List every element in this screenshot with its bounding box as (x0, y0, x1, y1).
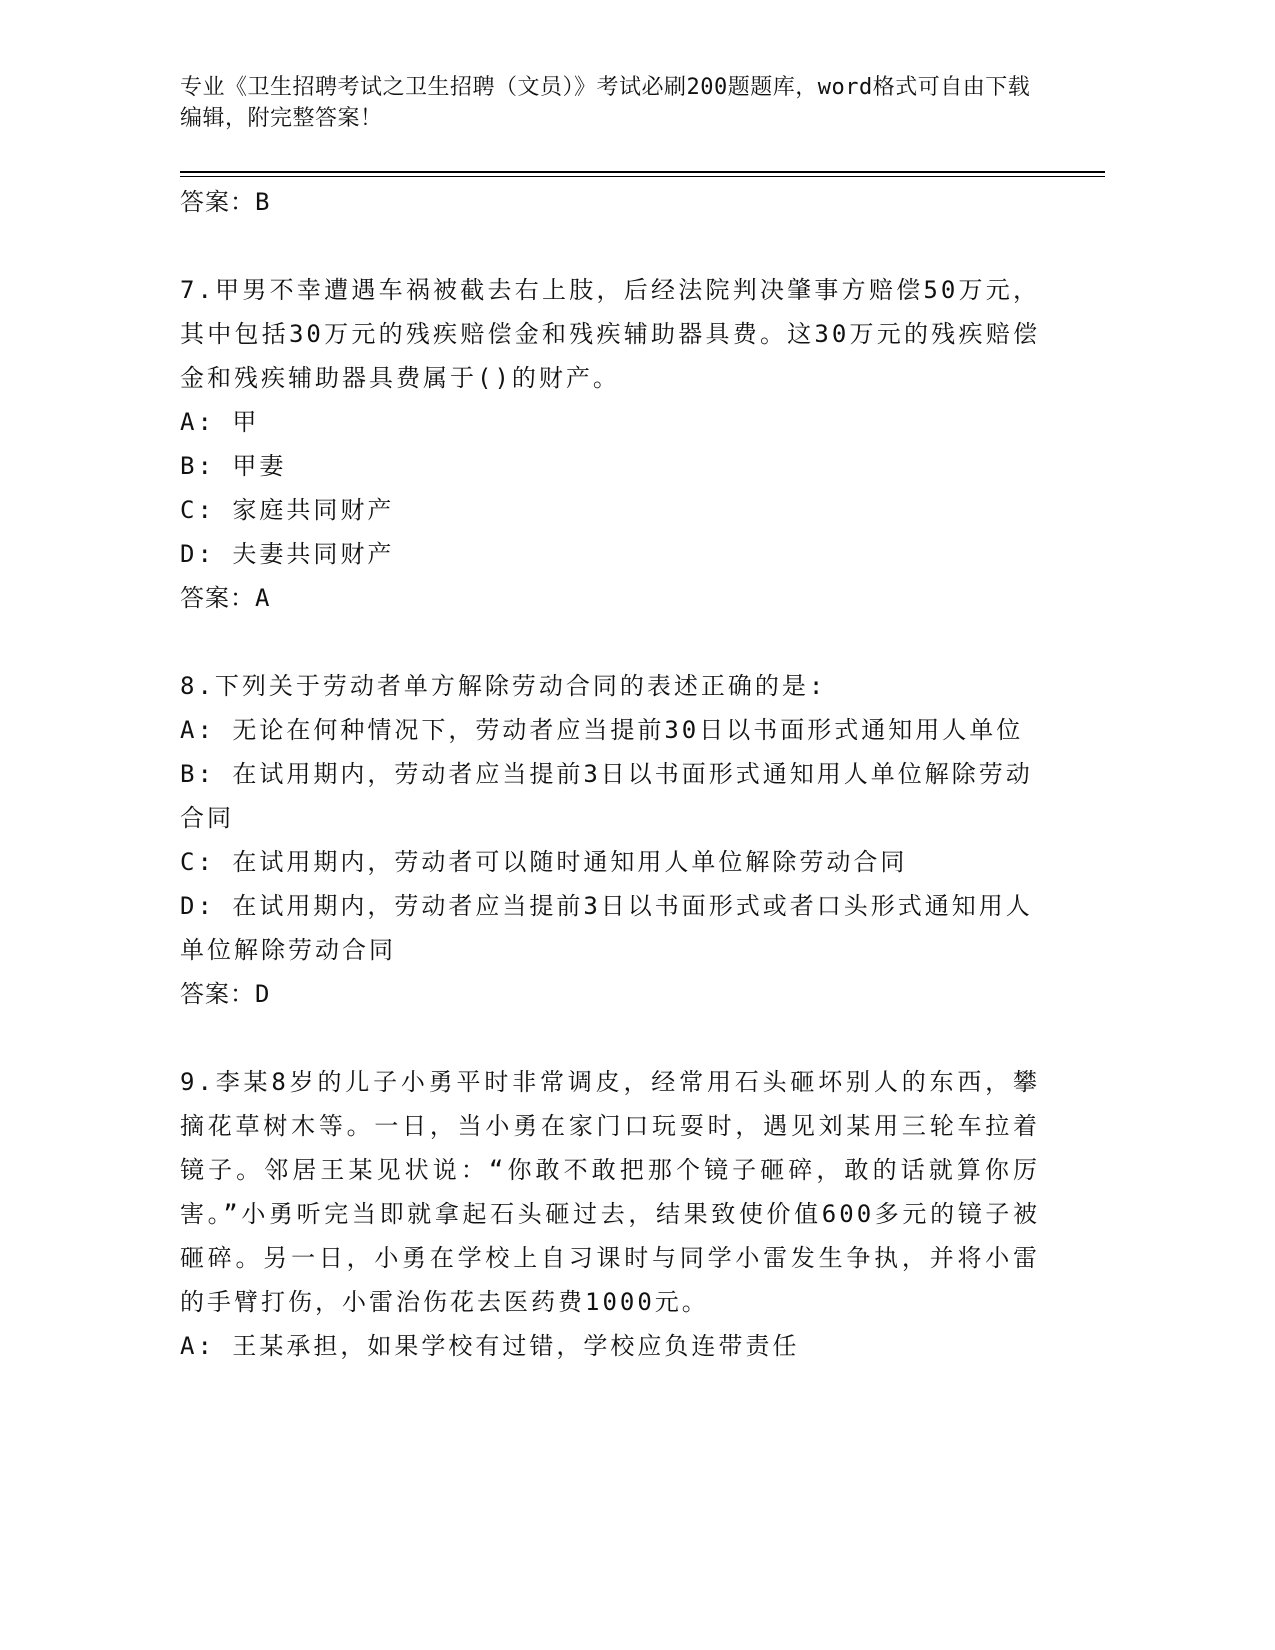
spacer (180, 224, 1040, 268)
question-text: 7.甲男不幸遭遇车祸被截去右上肢，后经法院判决肇事方赔偿50万元，其中包括30万元的残疾赔偿金和残疾辅助器具费。这30万元的残疾赔偿金和残疾辅助器具费属于()的财产。 (180, 276, 1040, 392)
question-text: 8.下列关于劳动者单方解除劳动合同的表述正确的是: (180, 672, 827, 700)
answer-line: 答案：A (180, 584, 271, 612)
option-c: C: 家庭共同财产 (180, 496, 395, 524)
option-a: A: 王某承担，如果学校有过错，学校应负连带责任 (180, 1332, 800, 1360)
option-a: A: 无论在何种情况下，劳动者应当提前30日以书面形式通知用人单位 (180, 716, 1024, 744)
option-c: C: 在试用期内，劳动者可以随时通知用人单位解除劳动合同 (180, 848, 908, 876)
option-b: B: 在试用期内，劳动者应当提前3日以书面形式通知用人单位解除劳动合同 (180, 760, 1033, 832)
question-block (180, 268, 1040, 620)
option-a: A: 甲 (180, 408, 260, 436)
header-rule-thick (180, 171, 1105, 173)
question-block (180, 664, 1040, 1016)
spacer (180, 1016, 1040, 1060)
question-block (180, 1060, 1040, 1368)
spacer (180, 620, 1040, 664)
option-d: D: 在试用期内，劳动者应当提前3日以书面形式或者口头形式通知用人单位解除劳动合同 (180, 892, 1033, 964)
question-text: 9.李某8岁的儿子小勇平时非常调皮，经常用石头砸坏别人的东西，攀摘花草树木等。一日，当小勇在家门口玩耍时，遇见刘某用三轮车拉着镜子。邻居王某见状说：“你敢不敢把那个镜子砸碎，敢的话就算你厉害。”小勇听完当即就拿起石头砸过去，结果致使价值600多元的镜子被砸碎。另一日，小勇在学校上自习课时与同学小雷发生争执，并将小雷的手臂打伤，小雷治伤花去医药费1000元。 (180, 1068, 1040, 1316)
answer-line: 答案：B (180, 188, 271, 216)
answer-line: 答案：D (180, 980, 271, 1008)
option-b: B: 甲妻 (180, 452, 287, 480)
document-body (180, 180, 1040, 1368)
header-rule-thin (180, 176, 1105, 177)
option-d: D: 夫妻共同财产 (180, 540, 395, 568)
document-header: 专业《卫生招聘考试之卫生招聘（文员）》考试必刷200题题库，word格式可自由下载编辑，附完整答案！ (180, 75, 1031, 131)
